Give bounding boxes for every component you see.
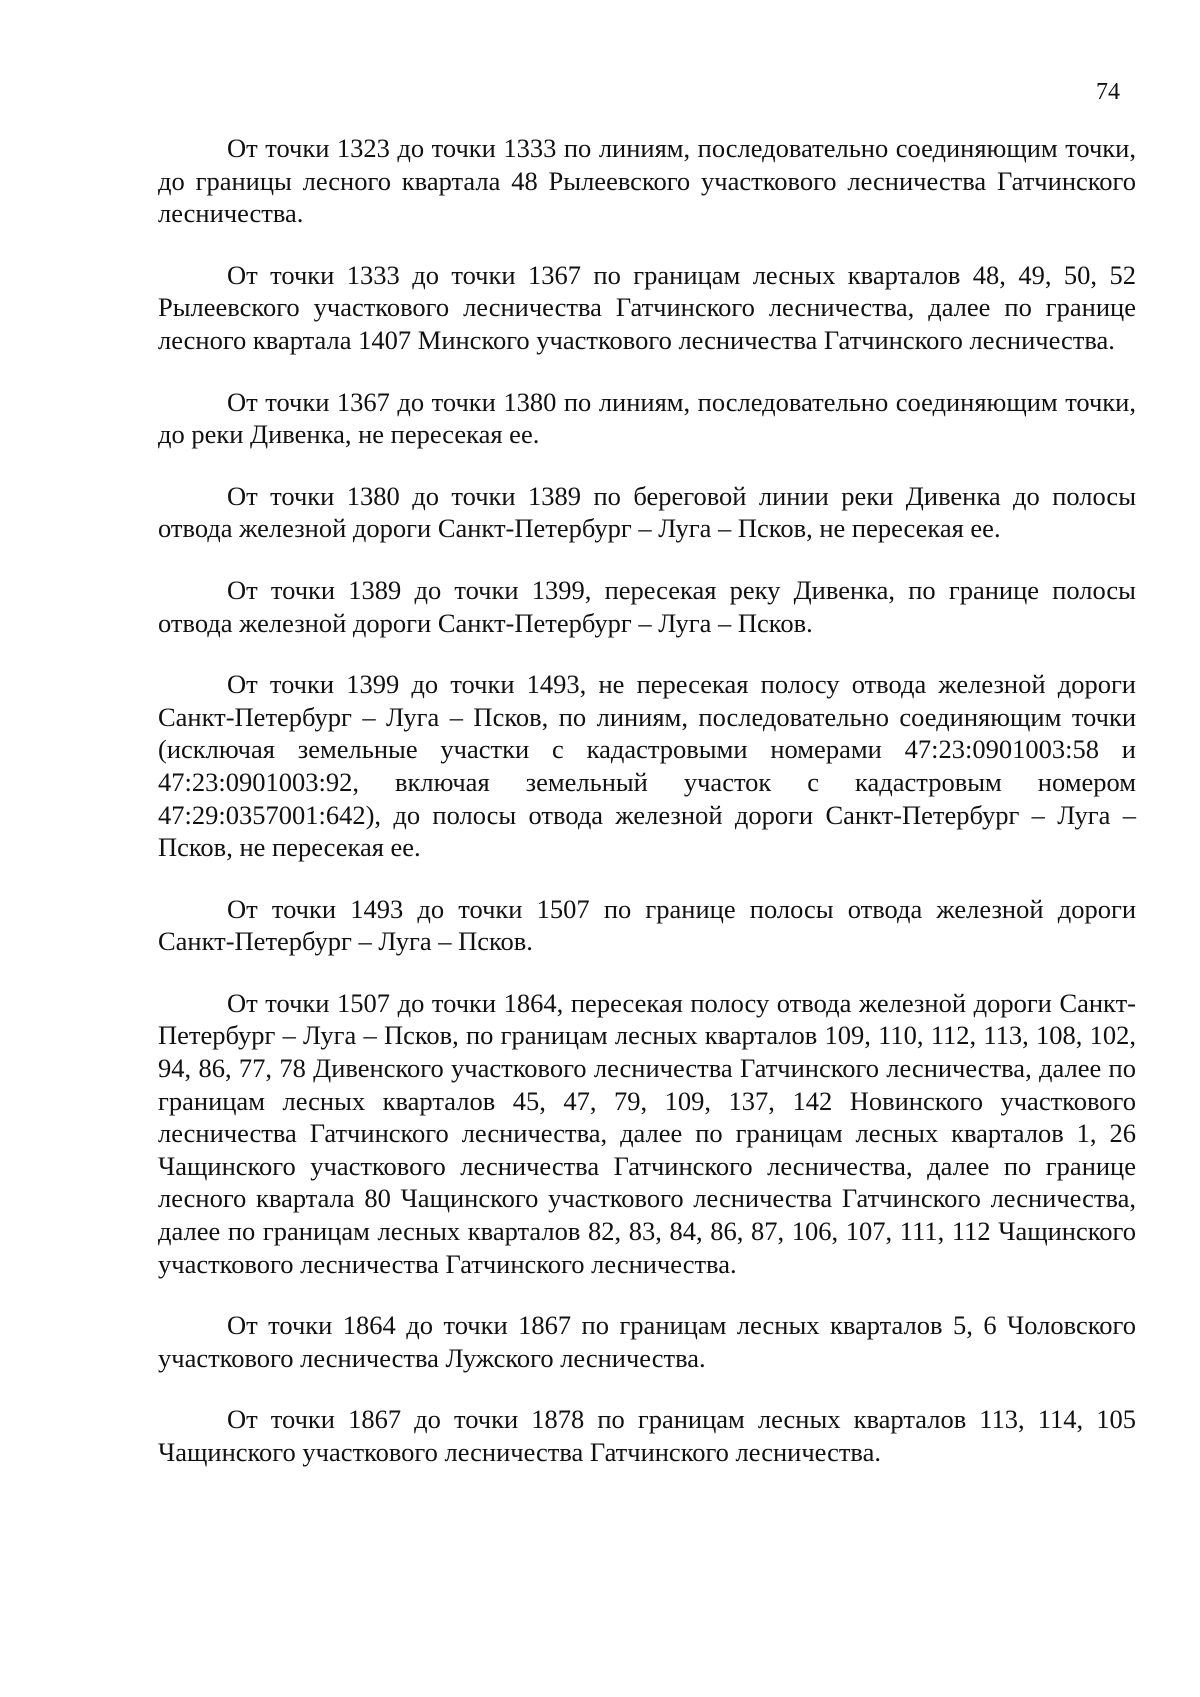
paragraph-3: От точки 1367 до точки 1380 по линиям, последовательно соединяющим точки, до реки Дивенка, не пересекая ее. <box>158 386 1136 450</box>
page-number: 74 <box>1096 79 1120 105</box>
document-body <box>158 132 1136 1498</box>
paragraph-9: От точки 1864 до точки 1867 по границам лесных кварталов 5, 6 Чоловского участкового лесничества Лужского лесничества. <box>158 1310 1136 1373</box>
paragraph-2: От точки 1333 до точки 1367 по границам лесных кварталов 48, 49, 50, 52 Рылеевского участкового лесничества Гатчинского лесничества, далее по границе лесного квартала 1407 Минского участкового лесничества Гатчинского лесничества. <box>158 259 1136 355</box>
paragraph-10: От точки 1867 до точки 1878 по границам лесных кварталов 113, 114, 105 Чащинского участкового лесничества Гатчинского лесничества. <box>158 1404 1136 1467</box>
paragraph-4: От точки 1380 до точки 1389 по береговой линии реки Дивенка до полосы отвода железной дороги Санкт-Петербург – Луга – Псков, не пересекая ее. <box>158 480 1136 544</box>
paragraph-5: От точки 1389 до точки 1399, пересекая реку Дивенка, по границе полосы отвода железной дороги Санкт-Петербург – Луга – Псков. <box>158 574 1136 638</box>
paragraph-6: От точки 1399 до точки 1493, не пересекая полосу отвода железной дороги Санкт-Петербург – Луга – Псков, по линиям, последовательно соединяющим точки (исключая земельные участки с кадастровыми номерами 47:23:0901003:58 и 47:23:0901003:92, включая земельный участок с кадастровым номером 47:29:0357001:642), до полосы отвода железной дороги Санкт-Петербург – Луга – Псков, не пересекая ее. <box>158 669 1136 863</box>
paragraph-7: От точки 1493 до точки 1507 по границе полосы отвода железной дороги Санкт-Петербург – Луга – Псков. <box>158 893 1136 957</box>
paragraph-8: От точки 1507 до точки 1864, пересекая полосу отвода железной дороги Санкт-Петербург – Луга – Псков, по границам лесных кварталов 109, 110, 112, 113, 108, 102, 94, 86, 77, 78 Дивенского участкового лесничества Гатчинского лесничества, далее по границам лесных кварталов 45, 47, 79, 109, 137, 142 Новинского участкового лесничества Гатчинского лесничества, далее по границам лесных кварталов 1, 26 Чащинского участкового лесничества Гатчинского лесничества, далее по границе лесного квартала 80 Чащинского участкового лесничества Гатчинского лесничества, далее по границам лесных кварталов 82, 83, 84, 86, 87, 106, 107, 111, 112 Чащинского участкового лесничества Гатчинского лесничества. <box>158 987 1136 1279</box>
paragraph-1: От точки 1323 до точки 1333 по линиям, последовательно соединяющим точки, до границы лесного квартала 48 Рылеевского участкового лесничества Гатчинского лесничества. <box>158 133 1136 229</box>
